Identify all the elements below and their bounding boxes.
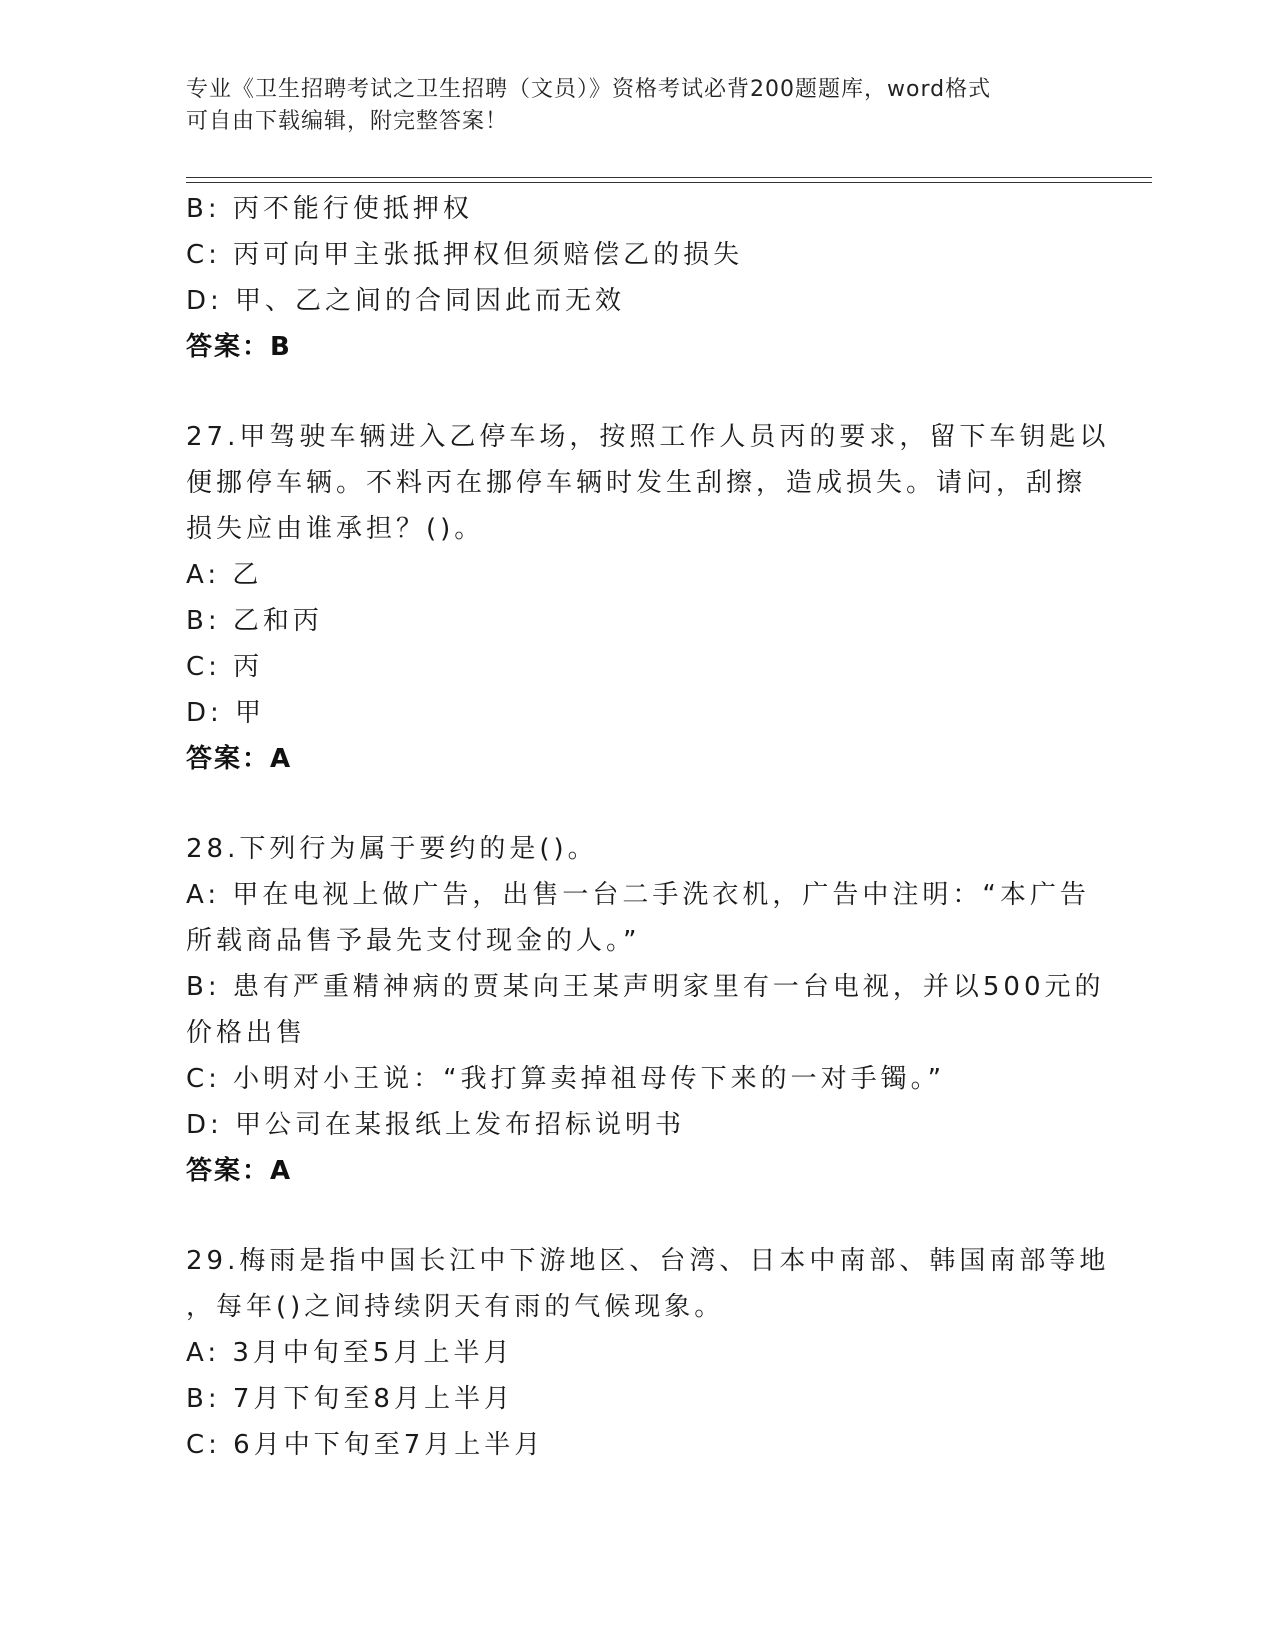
option-a: A: 甲在电视上做广告，出售一台二手洗衣机，广告中注明：“本广告 [186,880,1090,910]
document-body [186,186,1110,1468]
option-d: D: 甲 [186,698,266,728]
option-b-continued: 价格出售 [186,1018,307,1048]
question-stem-line: 27.甲驾驶车辆进入乙停车场，按照工作人员丙的要求，留下车钥匙以 [186,422,1110,452]
answer-line: 答案：A [186,1156,293,1186]
answer-line: 答案：B [186,332,292,362]
question-26-continuation [186,186,1086,370]
option-d: D: 甲公司在某报纸上发布招标说明书 [186,1110,686,1140]
option-c: C: 丙 [186,652,264,682]
answer-line: 答案：A [186,744,293,774]
header-line-2: 可自由下载编辑，附完整答案！ [186,109,509,134]
question-28 [186,826,1105,1194]
header-divider-bottom [186,182,1152,183]
option-c: C: 小明对小王说：“我打算卖掉祖母传下来的一对手镯。” [186,1064,946,1094]
option-b: B: 7月下旬至8月上半月 [186,1384,514,1414]
option-a: A: 乙 [186,560,263,590]
header-divider-top [186,177,1152,178]
question-stem-line: ，每年()之间持续阴天有雨的气候现象。 [186,1292,725,1322]
question-29 [186,1238,1110,1468]
option-c: C: 丙可向甲主张抵押权但须赔偿乙的损失 [186,240,744,270]
question-stem-line: 28.下列行为属于要约的是()。 [186,834,598,864]
option-b: B: 患有严重精神病的贾某向王某声明家里有一台电视，并以500元的 [186,972,1105,1002]
option-d: D: 甲、乙之间的合同因此而无效 [186,286,626,316]
question-stem-line: 29.梅雨是指中国长江中下游地区、台湾、日本中南部、韩国南部等地 [186,1246,1110,1276]
option-c: C: 6月中下旬至7月上半月 [186,1430,545,1460]
question-27 [186,414,1110,782]
option-a: A: 3月中旬至5月上半月 [186,1338,514,1368]
option-a-continued: 所载商品售予最先支付现金的人。” [186,926,641,956]
question-stem-line: 便挪停车辆。不料丙在挪停车辆时发生刮擦，造成损失。请问，刮擦 [186,468,1087,498]
document-header [186,74,1066,138]
option-b: B: 乙和丙 [186,606,323,636]
option-b: B: 丙不能行使抵押权 [186,194,473,224]
header-line-1: 专业《卫生招聘考试之卫生招聘（文员）》资格考试必背200题题库，word格式 [186,77,992,102]
question-stem-line: 损失应由谁承担？()。 [186,514,485,544]
